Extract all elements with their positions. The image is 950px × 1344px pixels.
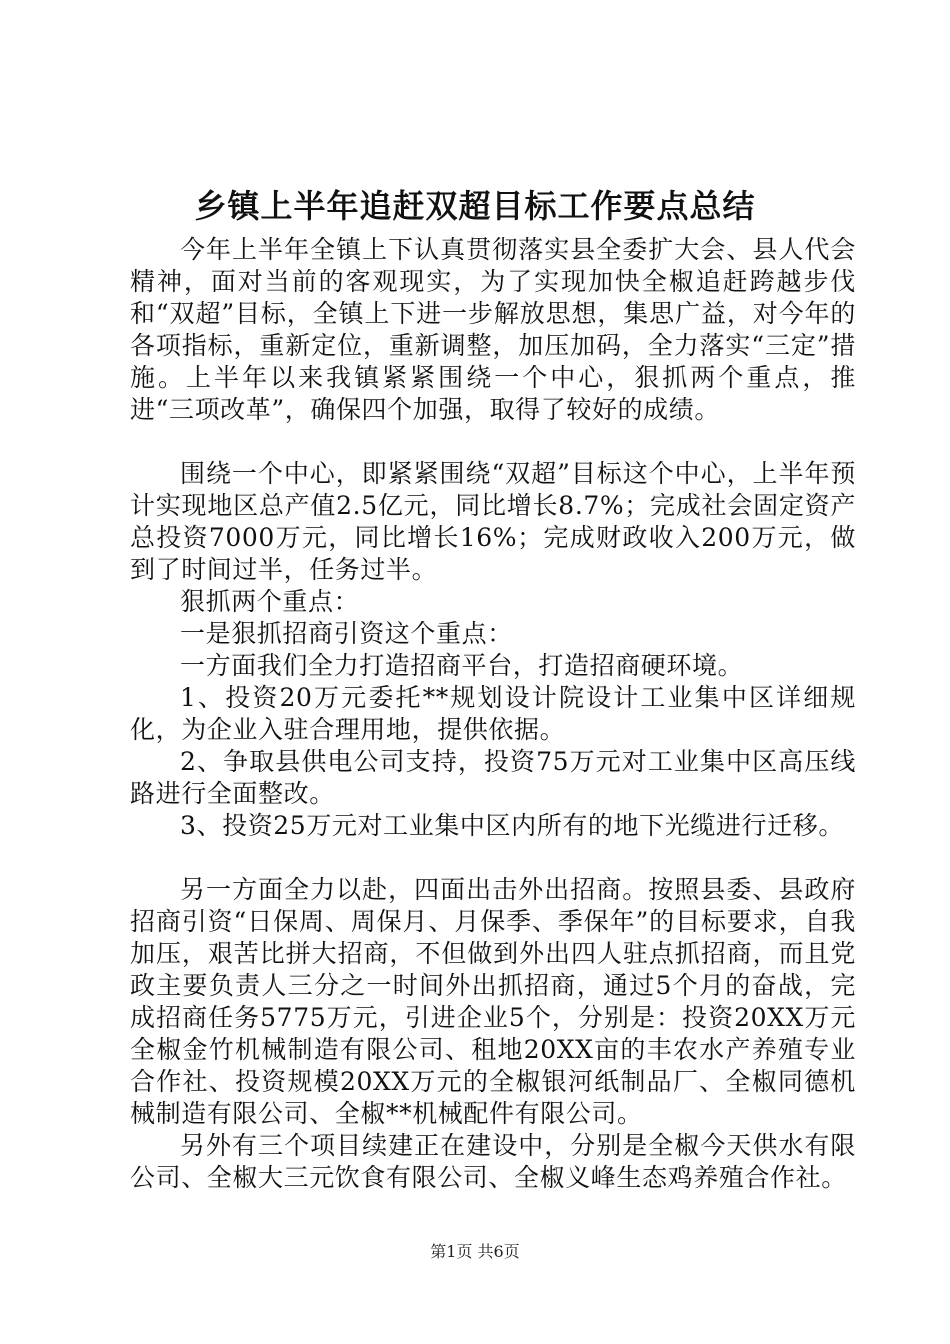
paragraph-two-focuses: 狠抓两个重点： <box>180 587 360 616</box>
paragraph-one-center: 围绕一个中心，即紧紧围绕“双超”目标这个中心，上半年预计实现地区总产值2.5亿元，同比增长8.7%；完成社会固定资产总投资7000万元，同比增长16%；完成财政收入200万元，做到了时间过半，任务过半。 <box>130 459 856 584</box>
paragraph-item-3: 3、投资25万元对工业集中区内所有的地下光缆进行迁移。 <box>180 811 844 840</box>
paragraph-item-2: 2、争取县供电公司支持，投资75万元对工业集中区高压线路进行全面整改。 <box>130 747 856 808</box>
paragraph-item-1: 1、投资20万元委托**规划设计院设计工业集中区详细规化，为企业入驻合理用地，提供依据。 <box>130 683 856 744</box>
paragraph-projects: 另外有三个项目续建正在建设中，分别是全椒今天供水有限公司、全椒大三元饮食有限公司、全椒义峰生态鸡养殖合作社。 <box>130 1131 856 1192</box>
paragraph-platform: 一方面我们全力打造招商平台，打造招商硬环境。 <box>180 651 744 680</box>
paragraph-investment-focus: 一是狠抓招商引资这个重点： <box>180 619 513 648</box>
document-body <box>130 234 856 1194</box>
page-footer: 第1页 共6页 <box>430 1242 520 1261</box>
paragraph-outreach: 另一方面全力以赴，四面出击外出招商。按照县委、县政府招商引资“日保周、周保月、月保季、季保年”的目标要求，自我加压，艰苦比拼大招商，不但做到外出四人驻点抓招商，而且党政主要负责人三分之一时间外出抓招商，通过5个月的奋战，完成招商任务5775万元，引进企业5个，分别是：投资20XX万元全椒金竹机械制造有限公司、租地20XX亩的丰农水产养殖专业合作社、投资规模20XX万元的全椒银河纸制品厂、全椒同德机械制造有限公司、全椒**机械配件有限公司。 <box>130 875 856 1128</box>
document-title: 乡镇上半年追赶双超目标工作要点总结 <box>194 187 756 225</box>
paragraph-intro: 今年上半年全镇上下认真贯彻落实县全委扩大会、县人代会精神，面对当前的客观现实，为了实现加快全椒追赶跨越步伐和“双超”目标，全镇上下进一步解放思想，集思广益，对今年的各项指标，重新定位，重新调整，加压加码，全力落实“三定”措施。上半年以来我镇紧紧围绕一个中心，狠抓两个重点，推进“三项改革”，确保四个加强，取得了较好的成绩。 <box>130 235 856 424</box>
